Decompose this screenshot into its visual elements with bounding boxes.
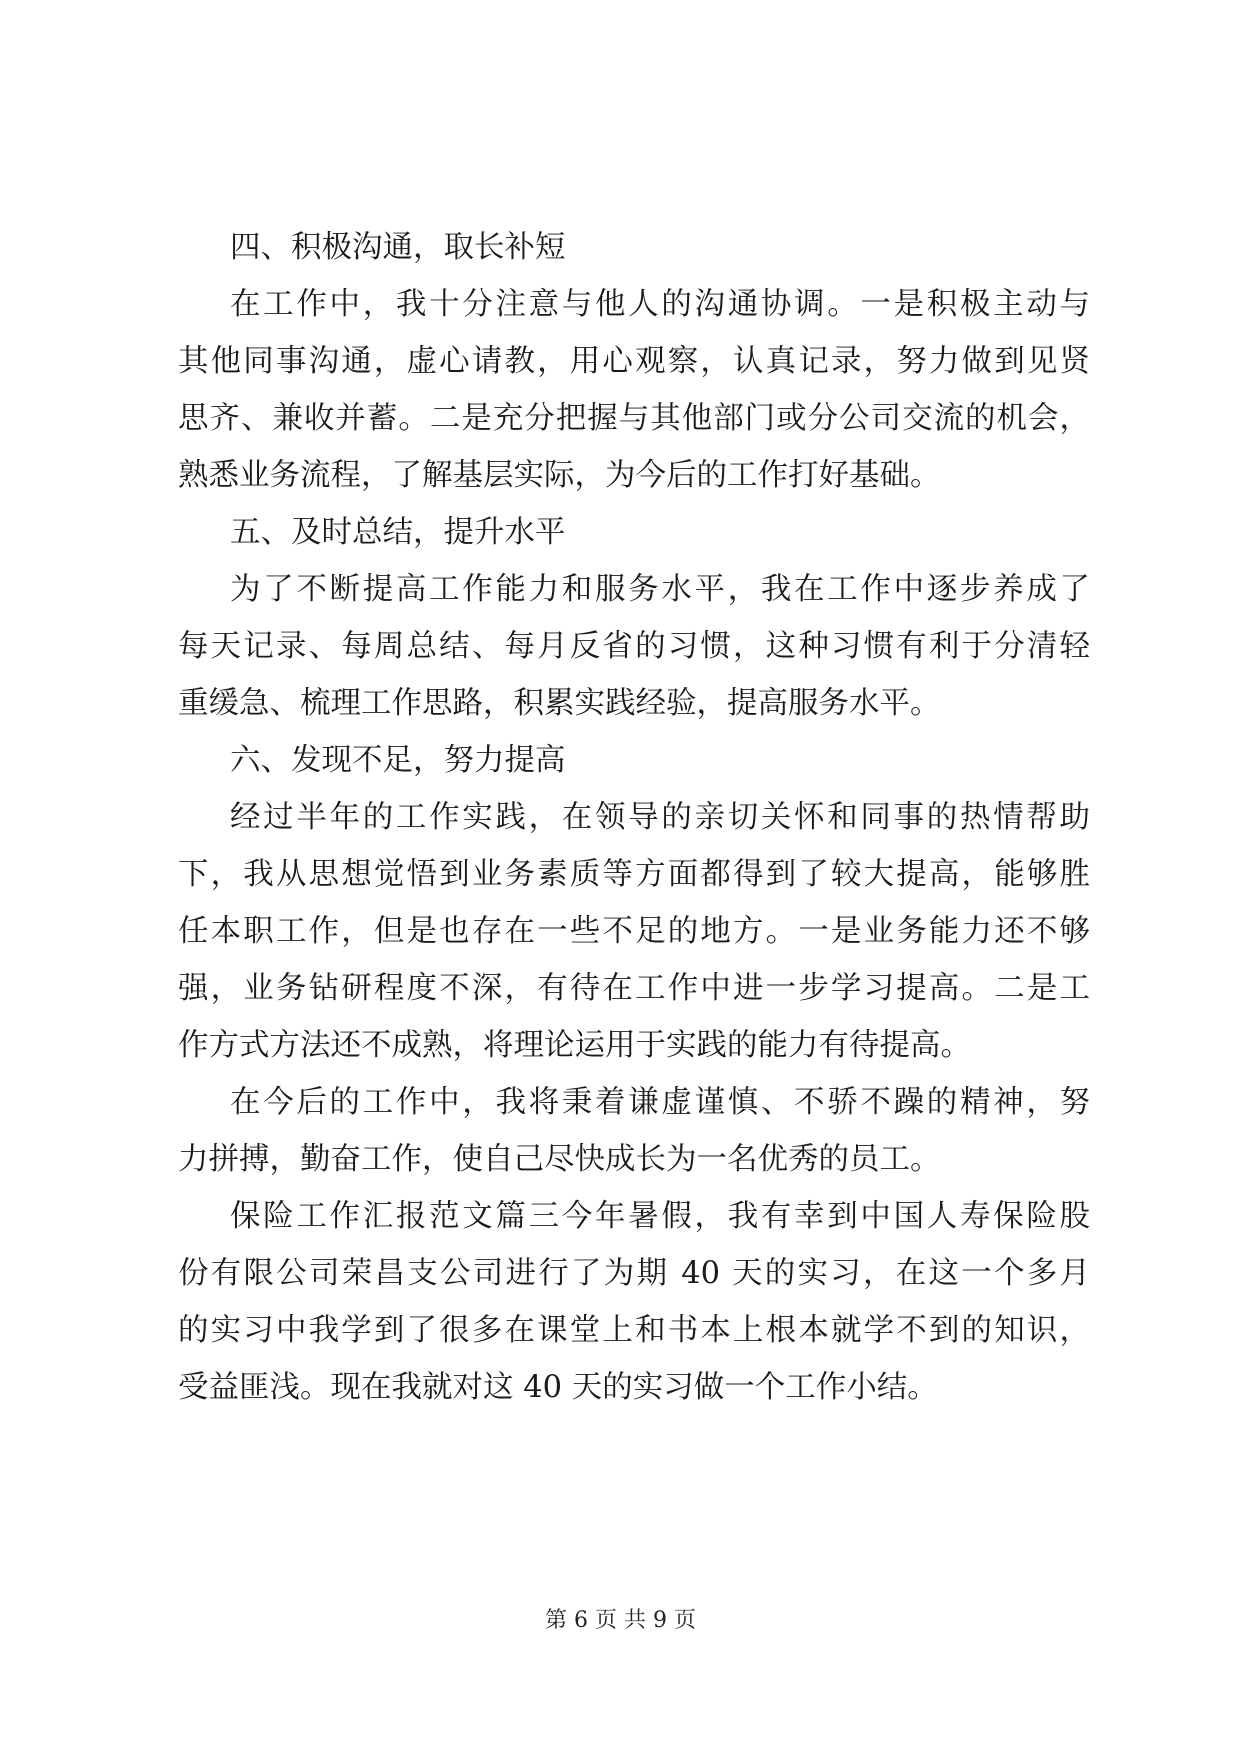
paragraph-line: 保险工作汇报范文篇三今年暑假，我有幸到中国人寿保险股 bbox=[230, 1199, 1090, 1234]
paragraph-line: 在工作中，我十分注意与他人的沟通协调。一是积极主动与 bbox=[230, 287, 1090, 322]
paragraph-line: 思齐、兼收并蓄。二是充分把握与其他部门或分公司交流的机会， bbox=[178, 401, 1090, 436]
section-heading-4: 四、积极沟通，取长补短 bbox=[230, 230, 566, 265]
paragraph-line: 熟悉业务流程，了解基层实际，为今后的工作打好基础。 bbox=[178, 458, 941, 493]
page-number-footer: 第 6 页 共 9 页 bbox=[545, 1608, 696, 1633]
paragraph-line: 任本职工作，但是也存在一些不足的地方。一是业务能力还不够 bbox=[178, 914, 1090, 949]
paragraph-line: 在今后的工作中，我将秉着谦虚谨慎、不骄不躁的精神，努 bbox=[230, 1085, 1090, 1120]
paragraph-line: 每天记录、每周总结、每月反省的习惯，这种习惯有利于分清轻 bbox=[178, 629, 1090, 664]
paragraph-line: 份有限公司荣昌支公司进行了为期 40 天的实习，在这一个多月 bbox=[178, 1256, 1090, 1291]
paragraph-line: 的实习中我学到了很多在课堂上和书本上根本就学不到的知识， bbox=[178, 1313, 1090, 1348]
paragraph-line: 重缓急、梳理工作思路，积累实践经验，提高服务水平。 bbox=[178, 686, 941, 721]
paragraph-line: 经过半年的工作实践，在领导的亲切关怀和同事的热情帮助 bbox=[230, 800, 1090, 835]
section-heading-5: 五、及时总结，提升水平 bbox=[230, 515, 566, 550]
section-heading-6: 六、发现不足，努力提高 bbox=[230, 743, 566, 778]
paragraph-line: 为了不断提高工作能力和服务水平，我在工作中逐步养成了 bbox=[230, 572, 1090, 607]
paragraph-line: 其他同事沟通，虚心请教，用心观察，认真记录，努力做到见贤 bbox=[178, 344, 1090, 379]
paragraph-line: 受益匪浅。现在我就对这 40 天的实习做一个工作小结。 bbox=[178, 1370, 938, 1405]
paragraph-line: 强，业务钻研程度不深，有待在工作中进一步学习提高。二是工 bbox=[178, 971, 1090, 1006]
paragraph-line: 作方式方法还不成熟，将理论运用于实践的能力有待提高。 bbox=[178, 1028, 971, 1063]
paragraph-line: 下，我从思想觉悟到业务素质等方面都得到了较大提高，能够胜 bbox=[178, 857, 1090, 892]
paragraph-line: 力拼搏，勤奋工作，使自己尽快成长为一名优秀的员工。 bbox=[178, 1142, 941, 1177]
